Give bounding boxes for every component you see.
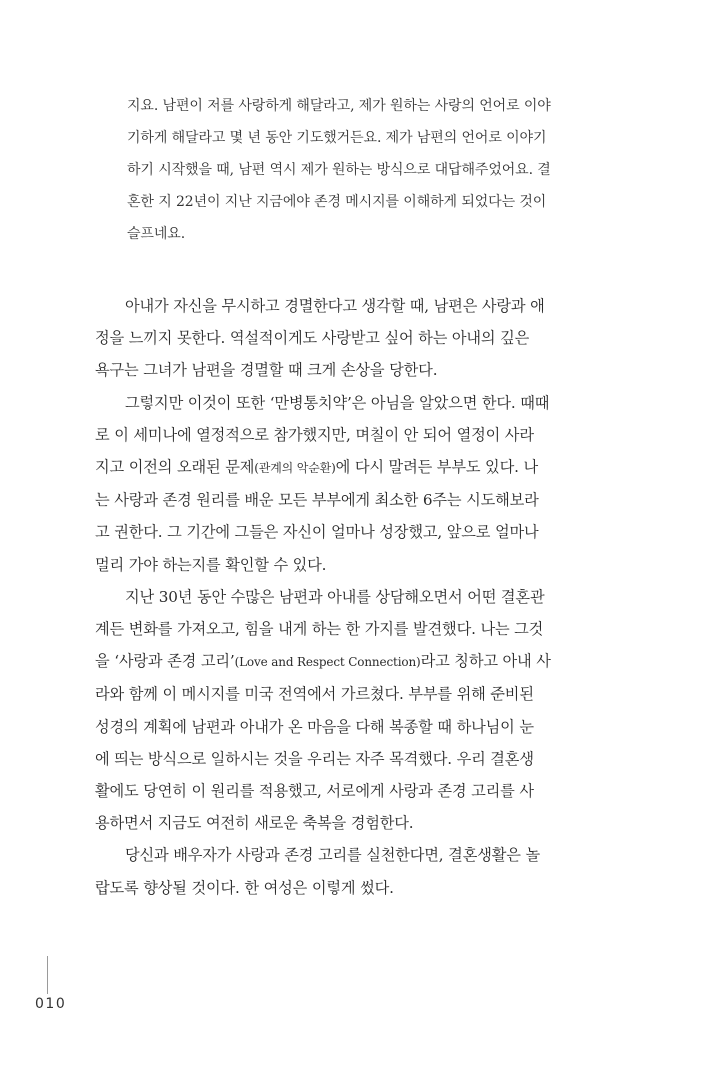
text-line: [95, 645, 607, 678]
text-line: 용하면서 지금도 여전히 새로운 축복을 경험한다.: [95, 814, 414, 833]
text-line: 활에도 당연히 이 원리를 적용했고, 서로에게 사랑과 존경 고리를 사: [95, 782, 534, 801]
paragraph-3: [95, 581, 607, 840]
text-line: 그렇지만 이것이 또한 ‘만병통치약’은 아님을 알았으면 한다. 때때: [125, 393, 550, 412]
text-segment: 지고 이전의 오래된 문제: [95, 458, 255, 477]
text-line: 성경의 계획에 남편과 아내가 온 마음을 다해 복종할 때 하나님이 눈: [95, 717, 534, 736]
paragraph-4: [95, 839, 607, 903]
text-line: 멀리 가야 하는지를 확인할 수 있다.: [95, 555, 327, 574]
text-segment: 에 다시 말려든 부부도 있다. 나: [335, 458, 538, 477]
text-line: 지난 30년 동안 수많은 남편과 아내를 상담해오면서 어떤 결혼관: [125, 587, 545, 606]
paragraph-2: [95, 387, 607, 581]
text-line: 아내가 자신을 무시하고 경멸한다고 생각할 때, 남편은 사랑과 애: [125, 297, 545, 315]
parenthetical-note: (Love and Respect Connection): [234, 655, 421, 670]
footer-divider: [47, 956, 48, 994]
paragraph-1: [95, 290, 607, 387]
text-line: 정을 느끼지 못한다. 역설적이게도 사랑받고 싶어 하는 아내의 깊은: [95, 329, 530, 348]
text-line: 에 띄는 방식으로 일하시는 것을 우리는 자주 목격했다. 우리 결혼생: [95, 749, 534, 768]
quote-line: 혼한 지 22년이 지난 지금에야 존경 메시지를 이해하게 되었다는 것이: [127, 194, 547, 210]
quote-line: 기하게 해달라고 몇 년 동안 기도했거든요. 제가 남편의 언어로 이야기: [127, 130, 547, 146]
text-segment: 라고 칭하고 아내 사: [420, 652, 551, 671]
text-line: 는 사랑과 존경 원리를 배운 모든 부부에게 최소한 6주는 시도해보라: [95, 491, 539, 510]
text-segment: 을 ‘사랑과 존경 고리’: [95, 652, 235, 671]
text-line: 라와 함께 이 메시지를 미국 전역에서 가르쳤다. 부부를 위해 준비된: [95, 685, 534, 704]
text-line: 로 이 세미나에 열정적으로 참가했지만, 며칠이 안 되어 열정이 사라: [95, 425, 534, 444]
text-line: 고 권한다. 그 기간에 그들은 자신이 얼마나 성장했고, 앞으로 얼마나: [95, 523, 539, 542]
page-number: 010: [35, 996, 67, 1012]
quote-line: 하기 시작했을 때, 남편 역시 제가 원하는 방식으로 대답해주었어요. 결: [127, 162, 551, 178]
parenthetical-note: (관계의 악순환): [254, 461, 336, 476]
body-text: [95, 290, 607, 904]
text-line: 랍도록 향상될 것이다. 한 여성은 이렇게 썼다.: [95, 878, 394, 897]
quote-line: 슬프네요.: [127, 226, 186, 242]
text-line: 계든 변화를 가져오고, 힘을 내게 하는 한 가지를 발견했다. 나는 그것: [95, 620, 544, 639]
block-quote: [127, 90, 605, 250]
text-line: 당신과 배우자가 사랑과 존경 고리를 실천한다면, 결혼생활은 놀: [125, 846, 540, 865]
text-line: 욕구는 그녀가 남편을 경멸할 때 크게 손상을 당한다.: [95, 361, 438, 380]
text-line: [95, 451, 607, 484]
quote-line: 지요. 남편이 저를 사랑하게 해달라고, 제가 원하는 사랑의 언어로 이야: [127, 98, 551, 114]
